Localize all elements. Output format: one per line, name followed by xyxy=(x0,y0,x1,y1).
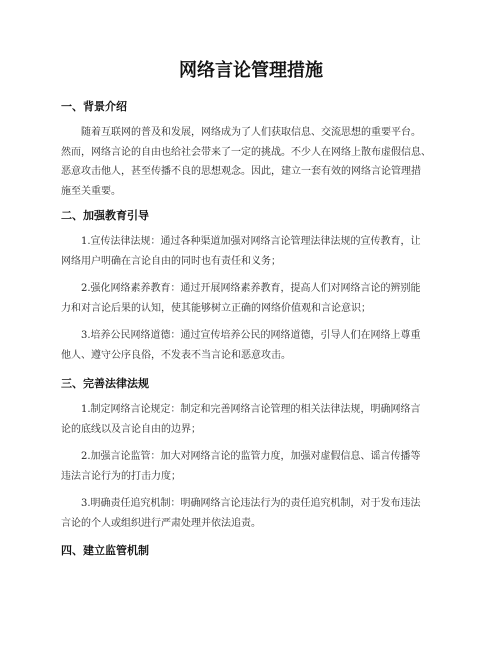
paragraph-law-2 xyxy=(61,447,451,486)
paragraph-line: 网络用户明确在言论自由的同时也有责任和义务； xyxy=(61,255,281,267)
paragraph-line: 3.明确责任追究机制：明确网络言论违法行为的责任追究机制，对于发布违法 xyxy=(81,498,421,509)
paragraph-line: 违法言论行为的打击力度； xyxy=(61,470,181,482)
paragraph-line: 2.强化网络素养教育：通过开展网络素养教育，提高人们对网络言论的辨别能 xyxy=(81,283,421,294)
paragraph-law-3 xyxy=(61,494,451,533)
section-heading-background: 一、背景介绍 xyxy=(61,100,127,113)
section-heading-supervision: 四、建立监管机制 xyxy=(61,544,149,557)
paragraph-line: 3.培养公民网络道德：通过宣传培养公民的网络道德，引导人们在网络上尊重 xyxy=(81,330,421,341)
paragraph-line: 言论的个人或组织进行严肃处理并依法追责。 xyxy=(61,517,261,529)
section-heading-law: 三、完善法律法规 xyxy=(61,377,149,390)
document-title: 网络言论管理措施 xyxy=(179,60,323,81)
paragraph-education-2 xyxy=(61,279,451,318)
paragraph-line: 随着互联网的普及和发展，网络成为了人们获取信息、交流思想的重要平台。 xyxy=(81,127,421,138)
paragraph-line: 然而，网络言论的自由也给社会带来了一定的挑战。不少人在网络上散布虚假信息、 xyxy=(61,146,431,158)
paragraph-line: 恶意攻击他人，甚至传播不良的思想观念。因此，建立一套有效的网络言论管理措 xyxy=(61,166,421,177)
paragraph-line: 2.加强言论监管：加大对网络言论的监管力度，加强对虚假信息、谣言传播等 xyxy=(81,451,421,462)
paragraph-background xyxy=(61,123,451,201)
paragraph-law-1 xyxy=(61,400,451,439)
paragraph-line: 他人、遵守公序良俗，不发表不当言论和恶意攻击。 xyxy=(61,349,291,361)
paragraph-line: 施至关重要。 xyxy=(61,185,121,197)
paragraph-line: 1.宣传法律法规：通过各种渠道加强对网络言论管理法律法规的宣传教育，让 xyxy=(81,236,421,247)
section-heading-education: 二、加强教育引导 xyxy=(61,209,149,222)
paragraph-line: 1.制定网络言论规定：制定和完善网络言论管理的相关法律法规，明确网络言 xyxy=(81,404,421,415)
paragraph-education-3 xyxy=(61,326,451,365)
paragraph-line: 力和对言论后果的认知，使其能够树立正确的网络价值观和言论意识； xyxy=(61,302,371,314)
paragraph-line: 论的底线以及言论自由的边界； xyxy=(61,423,201,435)
paragraph-education-1 xyxy=(61,232,451,271)
